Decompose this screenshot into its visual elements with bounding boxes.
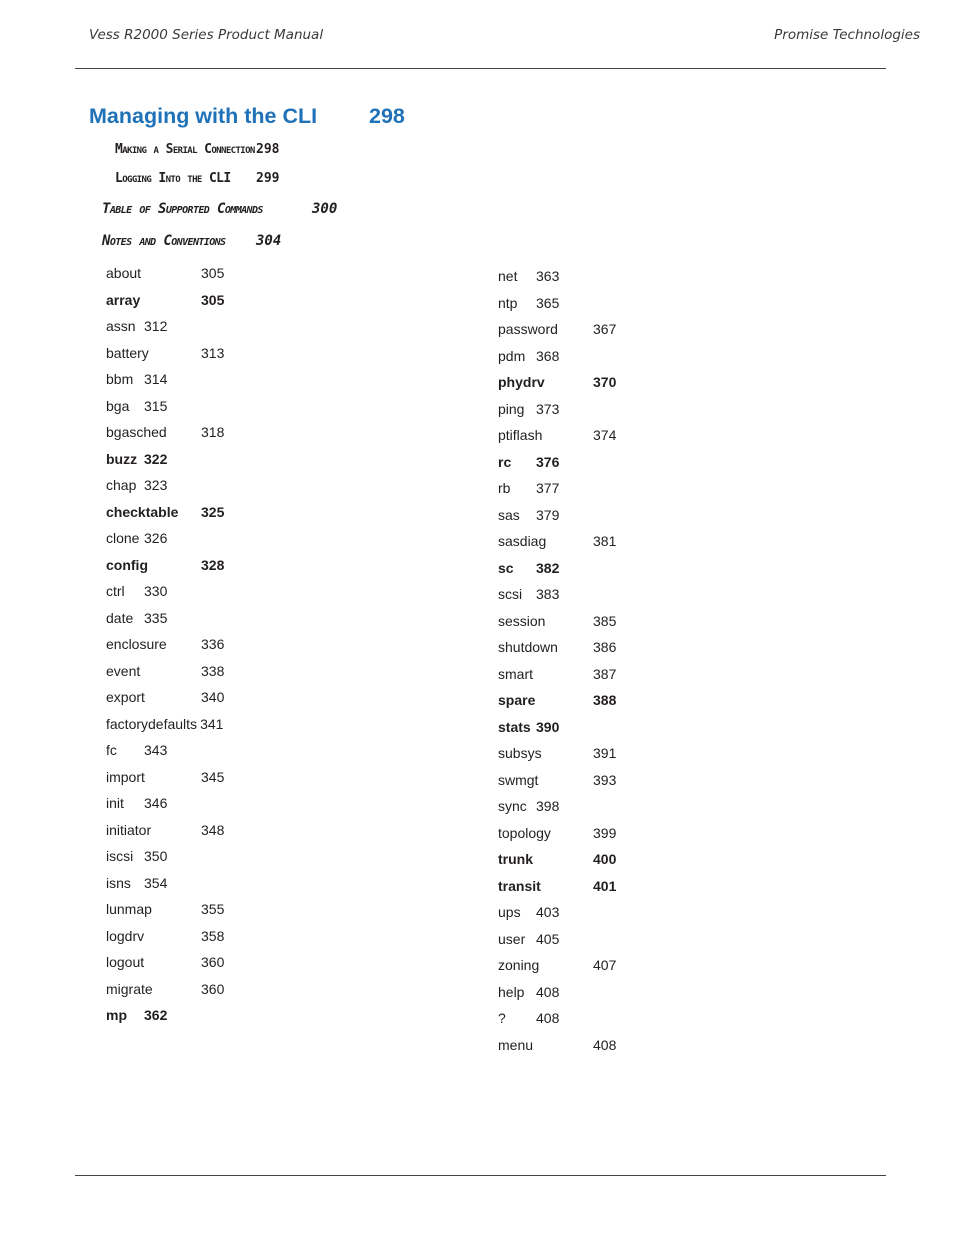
command-name: event <box>106 663 141 679</box>
toc-entry[interactable] <box>115 171 280 186</box>
command-page: 383 <box>536 586 560 602</box>
command-page: 393 <box>593 772 617 788</box>
command-page: 408 <box>536 1010 560 1026</box>
command-name: net <box>498 268 518 284</box>
command-page: 382 <box>536 560 560 576</box>
command-page: 365 <box>536 295 560 311</box>
command-name: spare <box>498 692 536 708</box>
command-page: 322 <box>144 451 168 467</box>
command-page: 381 <box>593 533 617 549</box>
command-name: menu <box>498 1037 534 1053</box>
command-page: 373 <box>536 401 560 417</box>
command-page: 346 <box>144 795 168 811</box>
command-name: checktable <box>106 504 179 520</box>
command-name: scsi <box>498 586 523 602</box>
command-page: 360 <box>201 954 225 970</box>
command-page: 348 <box>201 822 225 838</box>
command-name: ctrl <box>106 583 125 599</box>
command-name: array <box>106 292 141 308</box>
command-name: stats <box>498 719 531 735</box>
command-name: bga <box>106 398 130 414</box>
command-name: pdm <box>498 348 526 364</box>
toc-entry[interactable] <box>102 233 282 249</box>
toc-entry-page: 299 <box>256 171 280 186</box>
command-name: rb <box>498 480 511 496</box>
toc-entry-page: 298 <box>256 142 280 157</box>
running-header-title: Vess R2000 Series Product Manual <box>89 27 324 43</box>
command-name: sync <box>498 798 527 814</box>
toc-entry-title: Making a Serial Connection <box>115 142 255 157</box>
command-name: mp <box>106 1007 127 1023</box>
command-name: logout <box>106 954 145 970</box>
command-name: sasdiag <box>498 533 547 549</box>
command-page: 401 <box>593 878 617 894</box>
command-page: 315 <box>144 398 168 414</box>
command-name: session <box>498 613 546 629</box>
command-page: 330 <box>144 583 168 599</box>
toc-entry-title: Logging Into the CLI <box>115 171 231 186</box>
command-name: rc <box>498 454 512 470</box>
header-rule <box>75 68 886 69</box>
command-name: bbm <box>106 371 134 387</box>
command-page: 313 <box>201 345 225 361</box>
command-page: 407 <box>593 957 617 973</box>
command-name: config <box>106 557 148 573</box>
command-name: trunk <box>498 851 533 867</box>
command-name: init <box>106 795 124 811</box>
command-page: 398 <box>536 798 560 814</box>
command-page: 370 <box>593 374 617 390</box>
command-name: export <box>106 689 145 705</box>
command-name: battery <box>106 345 149 361</box>
command-page: 343 <box>144 742 168 758</box>
command-name: user <box>498 931 526 947</box>
command-name: date <box>106 610 134 626</box>
command-name: subsys <box>498 745 542 761</box>
command-name: phydrv <box>498 374 545 390</box>
command-name: factorydefaults <box>106 716 198 732</box>
command-name: enclosure <box>106 636 167 652</box>
command-name: ptiflash <box>498 427 543 443</box>
command-name: smart <box>498 666 533 682</box>
command-page: 399 <box>593 825 617 841</box>
command-page: 350 <box>144 848 168 864</box>
toc-entry-title: Notes and Conventions <box>102 233 226 249</box>
command-page: 341 <box>200 716 224 732</box>
command-name: topology <box>498 825 551 841</box>
command-name: bgasched <box>106 424 167 440</box>
command-page: 391 <box>593 745 617 761</box>
command-page: 336 <box>201 636 225 652</box>
command-page: 338 <box>201 663 225 679</box>
command-page: 386 <box>593 639 617 655</box>
running-header-company: Promise Technologies <box>774 27 920 43</box>
command-page: 325 <box>201 504 225 520</box>
command-name: about <box>106 265 142 281</box>
toc-entry-title: Table of Supported Commands <box>102 201 263 217</box>
command-name: clone <box>106 530 140 546</box>
command-page: 326 <box>144 530 168 546</box>
command-name: ntp <box>498 295 518 311</box>
command-page: 379 <box>536 507 560 523</box>
command-page: 390 <box>536 719 560 735</box>
command-name: iscsi <box>106 848 134 864</box>
command-page: 355 <box>201 901 225 917</box>
command-name: isns <box>106 875 131 891</box>
command-name: buzz <box>106 451 138 467</box>
command-name: ping <box>498 401 525 417</box>
command-name: logdrv <box>106 928 145 944</box>
command-page: 335 <box>144 610 168 626</box>
command-page: 377 <box>536 480 560 496</box>
toc-entry-page: 300 <box>312 201 338 217</box>
command-name: chap <box>106 477 137 493</box>
command-name: password <box>498 321 558 337</box>
command-page: 374 <box>593 427 617 443</box>
command-page: 358 <box>201 928 225 944</box>
toc-entry[interactable] <box>115 142 280 157</box>
command-page: 368 <box>536 348 560 364</box>
command-page: 312 <box>144 318 168 334</box>
command-page: 363 <box>536 268 560 284</box>
command-page: 376 <box>536 454 560 470</box>
command-page: 318 <box>201 424 225 440</box>
command-name: assn <box>106 318 136 334</box>
command-name: shutdown <box>498 639 558 655</box>
command-page: 408 <box>536 984 560 1000</box>
command-page: 360 <box>201 981 225 997</box>
command-name: ? <box>498 1010 506 1026</box>
command-name: initiator <box>106 822 152 838</box>
command-page: 388 <box>593 692 617 708</box>
command-page: 405 <box>536 931 560 947</box>
chapter-title: Managing with the CLI <box>89 104 318 128</box>
command-name: zoning <box>498 957 540 973</box>
command-name: sas <box>498 507 520 523</box>
command-name: swmgt <box>498 772 539 788</box>
command-page: 400 <box>593 851 617 867</box>
command-page: 328 <box>201 557 225 573</box>
command-name: transit <box>498 878 541 894</box>
command-page: 362 <box>144 1007 168 1023</box>
toc-entry[interactable] <box>102 201 338 217</box>
command-page: 408 <box>593 1037 617 1053</box>
command-page: 323 <box>144 477 168 493</box>
command-name: lunmap <box>106 901 152 917</box>
command-page: 340 <box>201 689 225 705</box>
chapter-page: 298 <box>369 104 405 128</box>
command-page: 354 <box>144 875 168 891</box>
command-name: ups <box>498 904 521 920</box>
command-name: help <box>498 984 525 1000</box>
command-page: 385 <box>593 613 617 629</box>
command-name: import <box>106 769 145 785</box>
command-name: sc <box>498 560 514 576</box>
command-name: migrate <box>106 981 153 997</box>
toc-entry-page: 304 <box>256 233 282 249</box>
command-page: 305 <box>201 292 225 308</box>
command-page: 314 <box>144 371 168 387</box>
footer-rule <box>75 1175 886 1176</box>
chapter-heading[interactable] <box>89 104 405 129</box>
command-name: fc <box>106 742 117 758</box>
command-page: 345 <box>201 769 225 785</box>
command-page: 305 <box>201 265 225 281</box>
command-page: 387 <box>593 666 617 682</box>
command-page: 403 <box>536 904 560 920</box>
command-page: 367 <box>593 321 617 337</box>
